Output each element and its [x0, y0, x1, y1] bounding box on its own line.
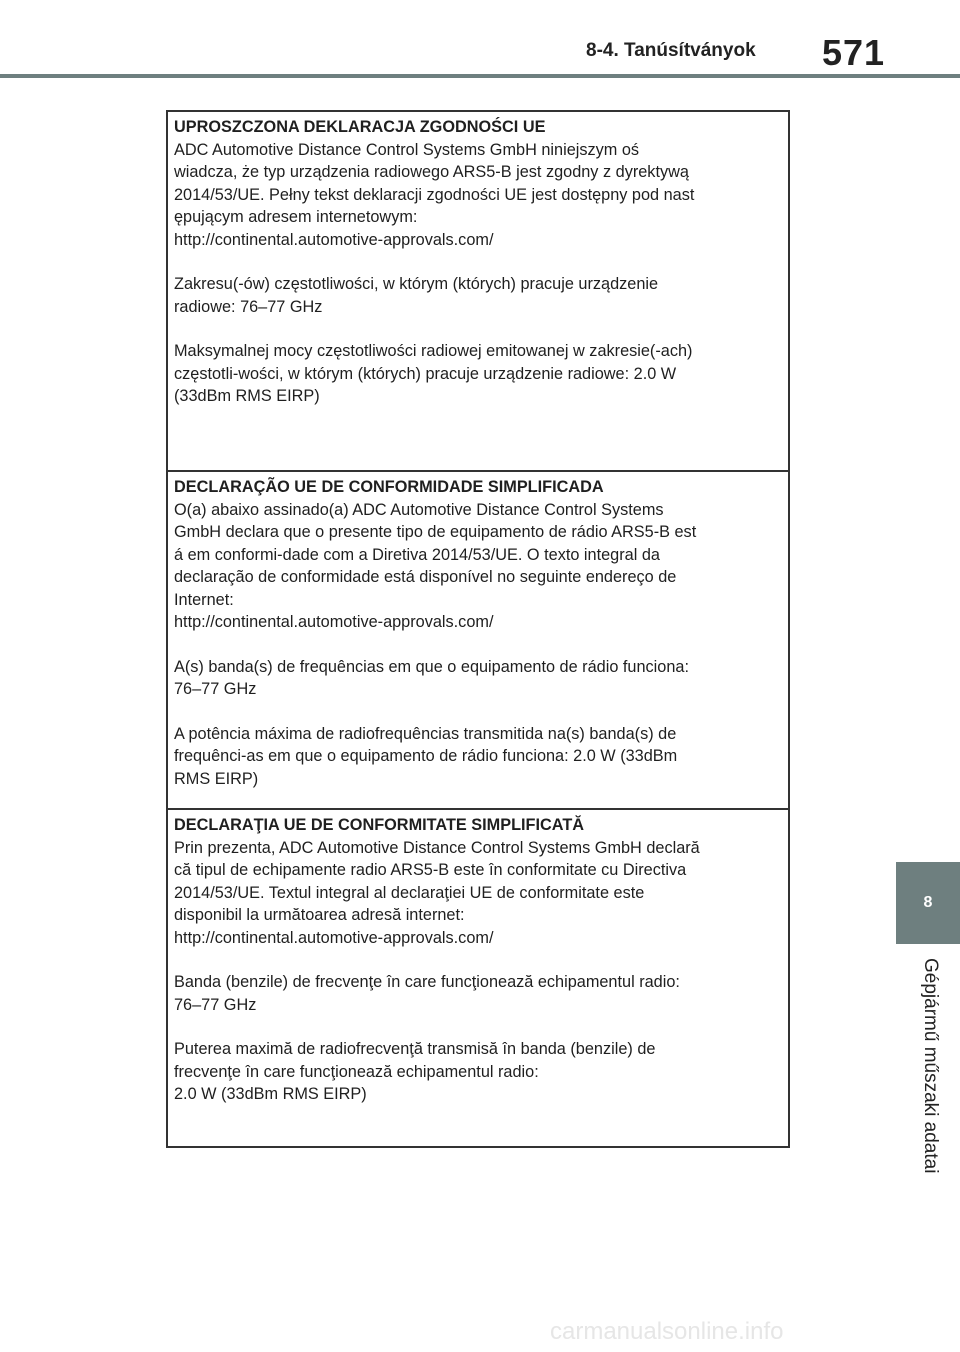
url-line: http://continental.automotive-approvals.com/: [174, 230, 494, 249]
power-line: frecvenţe în care funcţionează echipamentul radio:: [174, 1062, 539, 1081]
declaration-portuguese: [168, 470, 788, 808]
body-line: ADC Automotive Distance Control Systems GmbH niniejszym oś: [174, 140, 640, 159]
frequency-line: 76–77 GHz: [174, 995, 257, 1014]
power-line: Maksymalnej mocy częstotliwości radiowej emitowanej w zakresie(-ach): [174, 342, 693, 360]
body-line: Prin prezenta, ADC Automotive Distance Control Systems GmbH declară: [174, 838, 700, 857]
body-line: GmbH declara que o presente tipo de equipamento de rádio ARS5-B est: [174, 523, 697, 541]
body-line: declaração de conformidade está disponível no seguinte endereço de: [174, 568, 677, 586]
body-line: ępującym adresem internetowym:: [174, 208, 418, 226]
body-line: wiadcza, że typ urządzenia radiowego ARS5-B jest zgodny z dyrektywą: [174, 163, 689, 181]
power-line: Puterea maximă de radiofrecvenţă transmisă în banda (benzile) de: [174, 1040, 656, 1058]
frequency-line: Zakresu(-ów) częstotliwości, w którym (których) pracuje urządzenie: [174, 275, 659, 293]
body-line: că tipul de echipamente radio ARS5-B este în conformitate cu Directiva: [174, 861, 687, 879]
power-line: A potência máxima de radiofrequências transmitida na(s) banda(s) de: [174, 724, 677, 743]
body-line: 2014/53/UE. Textul integral al declaraţiei UE de conformitate este: [174, 883, 645, 902]
frequency-line: 76–77 GHz: [174, 680, 257, 698]
chapter-label: Gépjármű műszaki adatai: [920, 958, 941, 1174]
body-line: á em conformi-dade com a Diretiva 2014/53/UE. O texto integral da: [174, 545, 660, 564]
page-header: [0, 0, 960, 80]
url-line: http://continental.automotive-approvals.com/: [174, 613, 494, 631]
body-line: Internet:: [174, 590, 234, 609]
frequency-line: A(s) banda(s) de frequências em que o equipamento de rádio funciona:: [174, 657, 689, 676]
declaration-title: DECLARAÇÃO UE DE CONFORMIDADE SIMPLIFICADA: [174, 478, 604, 496]
page-number: 571: [822, 32, 886, 73]
power-line: częstotli-wości, w którym (których) pracuje urządzenie radiowe: 2.0 W: [174, 364, 677, 383]
declaration-polish: [168, 112, 788, 470]
frequency-line: radiowe: 76–77 GHz: [174, 297, 323, 316]
power-line: (33dBm RMS EIRP): [174, 387, 320, 405]
power-line: 2.0 W (33dBm RMS EIRP): [174, 1085, 367, 1103]
declaration-romanian: [168, 808, 788, 1146]
body-line: 2014/53/UE. Pełny tekst deklaracji zgodności UE jest dostępny pod nast: [174, 185, 695, 204]
url-line: http://continental.automotive-approvals.com/: [174, 928, 494, 947]
chapter-number: 8: [923, 894, 933, 911]
chapter-tab: [896, 862, 960, 944]
declaration-title: DECLARAŢIA UE DE CONFORMITATE SIMPLIFICATĂ: [174, 816, 585, 834]
body-line: O(a) abaixo assinado(a) ADC Automotive Distance Control Systems: [174, 500, 664, 519]
declaration-title: UPROSZCZONA DEKLARACJA ZGODNOŚCI UE: [174, 118, 546, 136]
section-title: 8-4. Tanúsítványok: [586, 40, 756, 61]
footer-watermark: carmanualsonline.info: [550, 1318, 784, 1345]
body-line: disponibil la următoarea adresă internet:: [174, 906, 465, 924]
frequency-line: Banda (benzile) de frecvenţe în care funcţionează echipamentul radio:: [174, 973, 680, 991]
power-line: frequênci-as em que o equipamento de rádio funciona: 2.0 W (33dBm: [174, 747, 678, 765]
power-line: RMS EIRP): [174, 769, 259, 788]
declaration-box: [166, 110, 790, 1148]
header-rule: [0, 74, 960, 78]
